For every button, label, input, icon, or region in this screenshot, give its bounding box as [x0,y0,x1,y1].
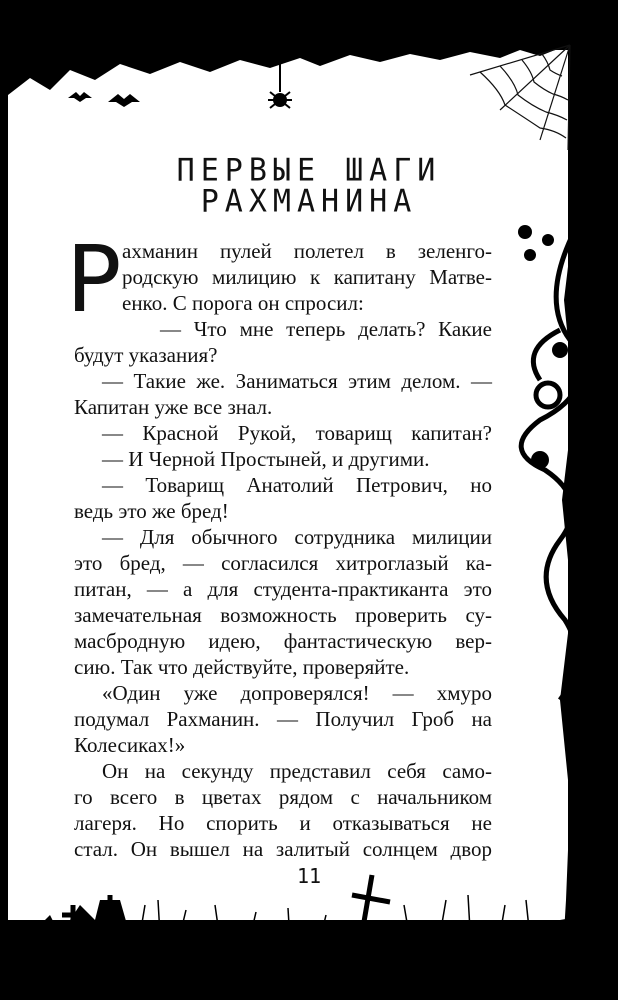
drop-cap: Р [66,226,122,333]
text-line: подумал Рахманин. — Получил Гроб на [74,707,492,731]
text-line: — Для обычного сотрудника милиции [102,525,492,549]
text-line: — Красной Рукой, товарищ капитан? [102,421,492,445]
text-line: — И Черной Простыней, и другими. [102,447,430,471]
text-line: — Такие же. Заниматься этим делом. — [102,369,492,393]
text-line: лагеря. Но спорить и отказываться не [74,811,492,835]
text-line: «Один уже допроверялся! — хмуро [102,681,492,705]
text-line: — Товарищ Анатолий Петрович, но [102,473,492,497]
text-line: ведь это же бред! [74,499,229,523]
chapter-title-line1: ПЕРВЫЕ ШАГИ [176,152,442,189]
graveyard-silhouette [0,900,618,1000]
text-line: ахманин пулей полетел в зеленго- [122,239,492,263]
text-line: Он на секунду представил себя само- [102,759,492,783]
text-line: родскую милицию к капитану Матве- [122,265,492,289]
cobweb-icon [470,45,570,150]
text-line: стал. Он вышел на залитый солнцем двор [74,837,492,861]
text-line: — Что мне теперь делать? Какие [160,317,492,341]
text-line: масбродную идею, фантастическую вер- [74,629,492,653]
chapter-title-line2: РАХМАНИНА [200,183,418,220]
bat-icon [68,92,140,107]
text-line: питан, — а для студента-практиканта это [74,577,492,601]
text-line: го всего в цветах рядом с начальником [74,785,492,809]
text-line: замечательная возможность проверить су- [74,603,492,627]
text-line: это бред, — согласился хитроглазый ка- [74,551,492,575]
text-line: Капитан уже все знал. [74,395,273,419]
text-line: будут указания? [74,343,218,367]
text-line: енко. С порога он спросил: [122,291,364,315]
page-number: 11 [296,864,322,888]
text-line: сию. Так что действуйте, проверяйте. [74,655,410,679]
text-line: Колесиках!» [74,733,186,757]
